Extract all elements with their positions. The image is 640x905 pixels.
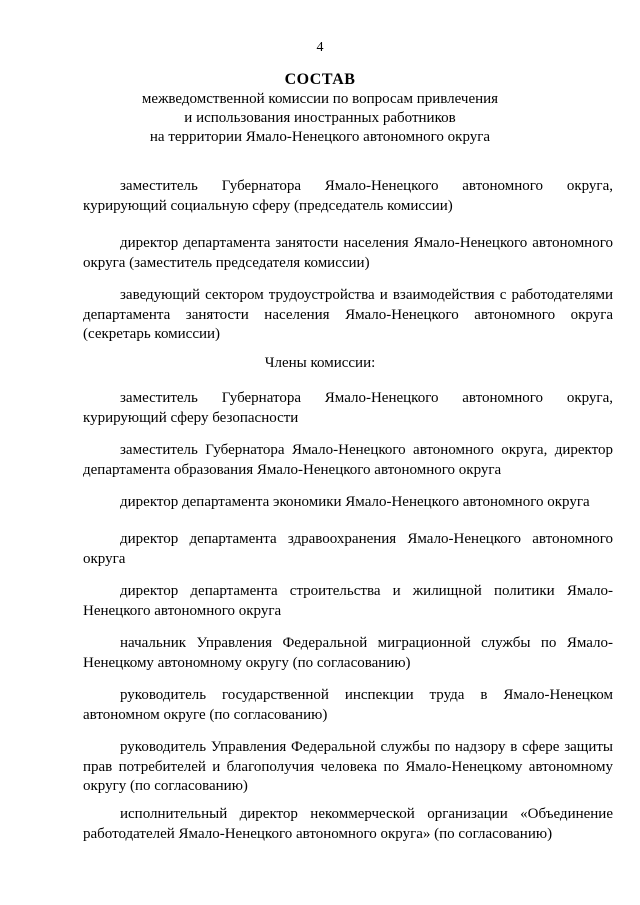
member-item: заместитель Губернатора Ямало-Ненецкого автономного округа, курирующий сферу безопасности xyxy=(83,390,613,426)
document-heading xyxy=(40,70,600,147)
member-item: исполнительный директор некоммерческой организации «Объединение работодателей Ямало-Ненецкого автономного округа» (по согласованию) xyxy=(83,806,613,842)
member-item: заместитель Губернатора Ямало-Ненецкого автономного округа, директор департамента образования Ямало-Ненецкого автономного округа xyxy=(83,442,613,478)
member-item: руководитель Управления Федеральной службы по надзору в сфере защиты прав потребителей и благополучия человека по Ямало-Ненецкому автономному округу (по согласованию) xyxy=(83,739,613,794)
subtitle-line: на территории Ямало-Ненецкого автономного округа xyxy=(149,129,491,145)
member-item: начальник Управления Федеральной миграционной службы по Ямало-Ненецкому автономному округу (по согласованию) xyxy=(83,635,613,671)
commission-deputy-chair: директор департамента занятости населения Ямало-Ненецкого автономного округа (заместитель председателя комиссии) xyxy=(83,235,613,271)
document-title: СОСТАВ xyxy=(284,71,356,88)
page-number: 4 xyxy=(316,40,324,55)
subtitle-line: межведомственной комиссии по вопросам привлечения xyxy=(141,91,499,107)
member-item: директор департамента здравоохранения Ямало-Ненецкого автономного округа xyxy=(83,531,613,567)
commission-secretary: заведующий сектором трудоустройства и взаимодействия с работодателями департамента занятости населения Ямало-Ненецкого автономного округа (секретарь комиссии) xyxy=(83,287,613,342)
members-heading: Члены комиссии: xyxy=(264,355,376,371)
member-item: директор департамента строительства и жилищной политики Ямало-Ненецкого автономного округа xyxy=(83,583,613,619)
member-item: руководитель государственной инспекции труда в Ямало-Ненецком автономном округе (по согласованию) xyxy=(83,687,613,723)
member-item: директор департамента экономики Ямало-Ненецкого автономного округа xyxy=(120,494,590,510)
commission-chair: заместитель Губернатора Ямало-Ненецкого автономного округа, курирующий социальную сферу (председатель комиссии) xyxy=(83,178,613,214)
subtitle-line: и использования иностранных работников xyxy=(184,110,456,126)
